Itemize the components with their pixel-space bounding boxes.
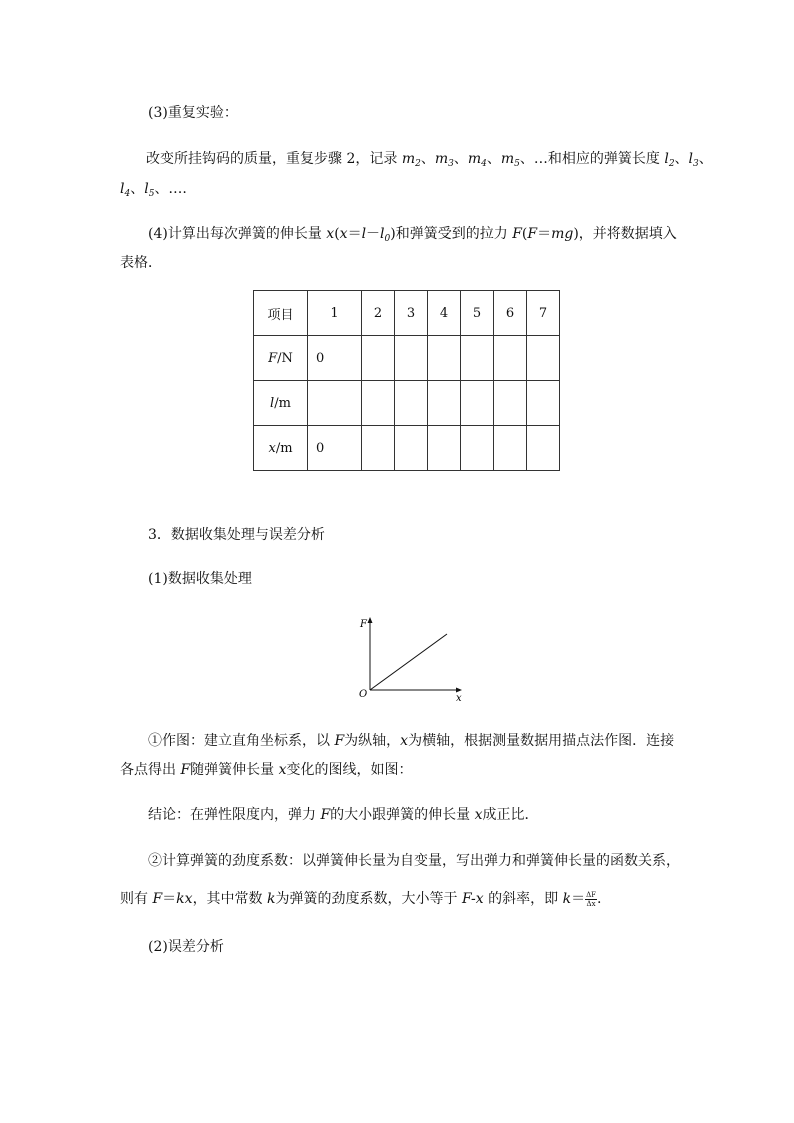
var-l: l <box>361 226 367 242</box>
section3-sub1: (1)数据收集处理 <box>148 571 252 587</box>
var-l3: $l_3$ <box>688 151 699 169</box>
table-col-header: 1 <box>308 291 362 336</box>
para1-text-c: 变化的图线，如图： <box>286 762 413 778</box>
y-axis-arrow-icon <box>368 617 373 623</box>
var-x: x <box>474 807 483 823</box>
equals-sign: ＝ <box>162 891 177 907</box>
table-col-header: 2 <box>362 291 395 336</box>
para1-line1 <box>148 731 674 751</box>
fraction-denominator: Δx <box>586 899 596 908</box>
step4-line1 <box>148 224 677 244</box>
var-F-x: F-x <box>461 891 484 907</box>
separator: 、 <box>674 151 689 167</box>
var-l0: $l_0$ <box>380 226 391 244</box>
step3-line1-text-b: 、…和相应的弹簧长度 <box>519 151 665 167</box>
var-F: F <box>320 807 331 823</box>
table-cell: 0 <box>308 336 362 381</box>
para1-line2 <box>120 760 413 780</box>
para2-line2 <box>120 889 601 909</box>
table-cell <box>494 426 527 471</box>
para2-text-c: 为弹簧的劲度系数，大小等于 <box>275 891 462 907</box>
table-col-header: 4 <box>428 291 461 336</box>
table-row <box>254 381 560 426</box>
var-x: x <box>278 762 287 778</box>
var-m2: $m_2$ <box>401 151 421 169</box>
section3-heading: 3．数据收集处理与误差分析 <box>148 527 325 543</box>
x-axis-arrow-icon <box>456 688 462 693</box>
conclusion-text-c: 成正比． <box>482 807 539 823</box>
para1-text-b: 为纵轴， <box>344 733 401 749</box>
var-kx: kx <box>176 891 193 907</box>
fraction-deltaF-deltax <box>585 891 597 908</box>
equals-sign: ＝ <box>571 891 586 907</box>
table-cell <box>461 336 494 381</box>
step3-line1 <box>146 149 713 169</box>
var-F: F <box>527 226 538 242</box>
table-cell <box>527 426 560 471</box>
table-row-label: F/N <box>254 336 308 381</box>
table-row <box>254 336 560 381</box>
var-l2: $l_2$ <box>664 151 675 169</box>
table-cell <box>527 336 560 381</box>
table-col-header: 6 <box>494 291 527 336</box>
step3-line1-text-a: 改变所挂钩码的质量，重复步骤 2，记录 <box>146 151 402 167</box>
table-col-header: 3 <box>395 291 428 336</box>
var-x: x <box>400 733 409 749</box>
para1-text-a: 各点得出 <box>120 762 181 778</box>
var-l5: $l_5$ <box>144 181 155 199</box>
separator: 、 <box>698 151 713 167</box>
equals-sign: ＝ <box>537 226 552 242</box>
para1-text-a: ①作图：建立直角坐标系，以 <box>148 733 335 749</box>
conclusion <box>148 805 539 825</box>
table-cell <box>428 336 461 381</box>
conclusion-text-a: 结论：在弹性限度内，弹力 <box>148 807 321 823</box>
table-header-row <box>254 291 560 336</box>
table-cell <box>308 381 362 426</box>
var-k: k <box>562 891 572 907</box>
table-cell <box>461 426 494 471</box>
step3-line2-end: 、…. <box>154 181 187 197</box>
para2-text-b: ，其中常数 <box>192 891 268 907</box>
table-header-label: 项目 <box>254 291 308 336</box>
var-F: F <box>512 226 522 242</box>
separator: 、 <box>453 151 468 167</box>
separator: 、 <box>486 151 501 167</box>
table-cell <box>362 426 395 471</box>
equals-sign: ＝ <box>347 226 362 242</box>
var-F: F <box>180 762 191 778</box>
origin-label: O <box>359 689 368 700</box>
table-row-label: x/m <box>254 426 308 471</box>
table-col-header: 7 <box>527 291 560 336</box>
table-row <box>254 426 560 471</box>
proportional-line <box>370 634 447 690</box>
table-cell <box>494 336 527 381</box>
para1-text-b: 随弹簧伸长量 <box>190 762 279 778</box>
table-cell <box>362 381 395 426</box>
var-m4: $m_4$ <box>467 151 487 169</box>
data-table <box>253 290 560 471</box>
var-m5: $m_5$ <box>500 151 520 169</box>
step3-line2 <box>120 179 187 199</box>
var-l4: $l_4$ <box>120 181 131 199</box>
step3-heading: (3)重复实验： <box>148 105 238 121</box>
section3-sub2: (2)误差分析 <box>148 939 224 955</box>
var-F: F <box>334 733 345 749</box>
table-col-header: 5 <box>461 291 494 336</box>
var-m3: $m_3$ <box>434 151 454 169</box>
separator: 、 <box>130 181 145 197</box>
var-x: x <box>339 226 348 242</box>
table-cell <box>527 381 560 426</box>
table-cell <box>362 336 395 381</box>
step4-text-b: )和弹簧受到的拉力 <box>390 226 513 242</box>
table-cell <box>395 426 428 471</box>
para2-text-a: 则有 <box>120 891 153 907</box>
period: . <box>596 891 602 907</box>
table-cell <box>395 381 428 426</box>
table-cell <box>428 381 461 426</box>
table-cell <box>461 381 494 426</box>
var-k: k <box>267 891 276 907</box>
table-cell <box>428 426 461 471</box>
step4-text-a: (4)计算出每次弹簧的伸长量 <box>148 226 327 242</box>
x-axis-label: x <box>456 693 462 704</box>
step4-line2: 表格． <box>120 255 162 271</box>
table-cell <box>395 336 428 381</box>
minus-sign: － <box>366 226 381 242</box>
var-F: F <box>152 891 163 907</box>
separator: 、 <box>420 151 435 167</box>
para2-text-d: 的斜率，即 <box>483 891 563 907</box>
table-cell <box>494 381 527 426</box>
y-axis-label: F <box>360 619 367 630</box>
conclusion-text-b: 的大小跟弹簧的伸长量 <box>330 807 475 823</box>
fraction-numerator: ΔF <box>586 890 596 899</box>
paren: ( <box>521 226 528 242</box>
var-x: x <box>326 226 335 242</box>
table-row-label: l/m <box>254 381 308 426</box>
f-x-graph <box>352 615 472 705</box>
para1-text-c: 为横轴，根据测量数据用描点法作图．连接 <box>408 733 675 749</box>
step4-text-c: )，并将数据填入 <box>573 226 677 242</box>
paren: ( <box>334 226 340 242</box>
var-mg: mg <box>551 226 574 242</box>
para2-line1: ②计算弹簧的劲度系数：以弹簧伸长量为自变量，写出弹力和弹簧伸长量的函数关系， <box>148 853 680 869</box>
table-cell: 0 <box>308 426 362 471</box>
